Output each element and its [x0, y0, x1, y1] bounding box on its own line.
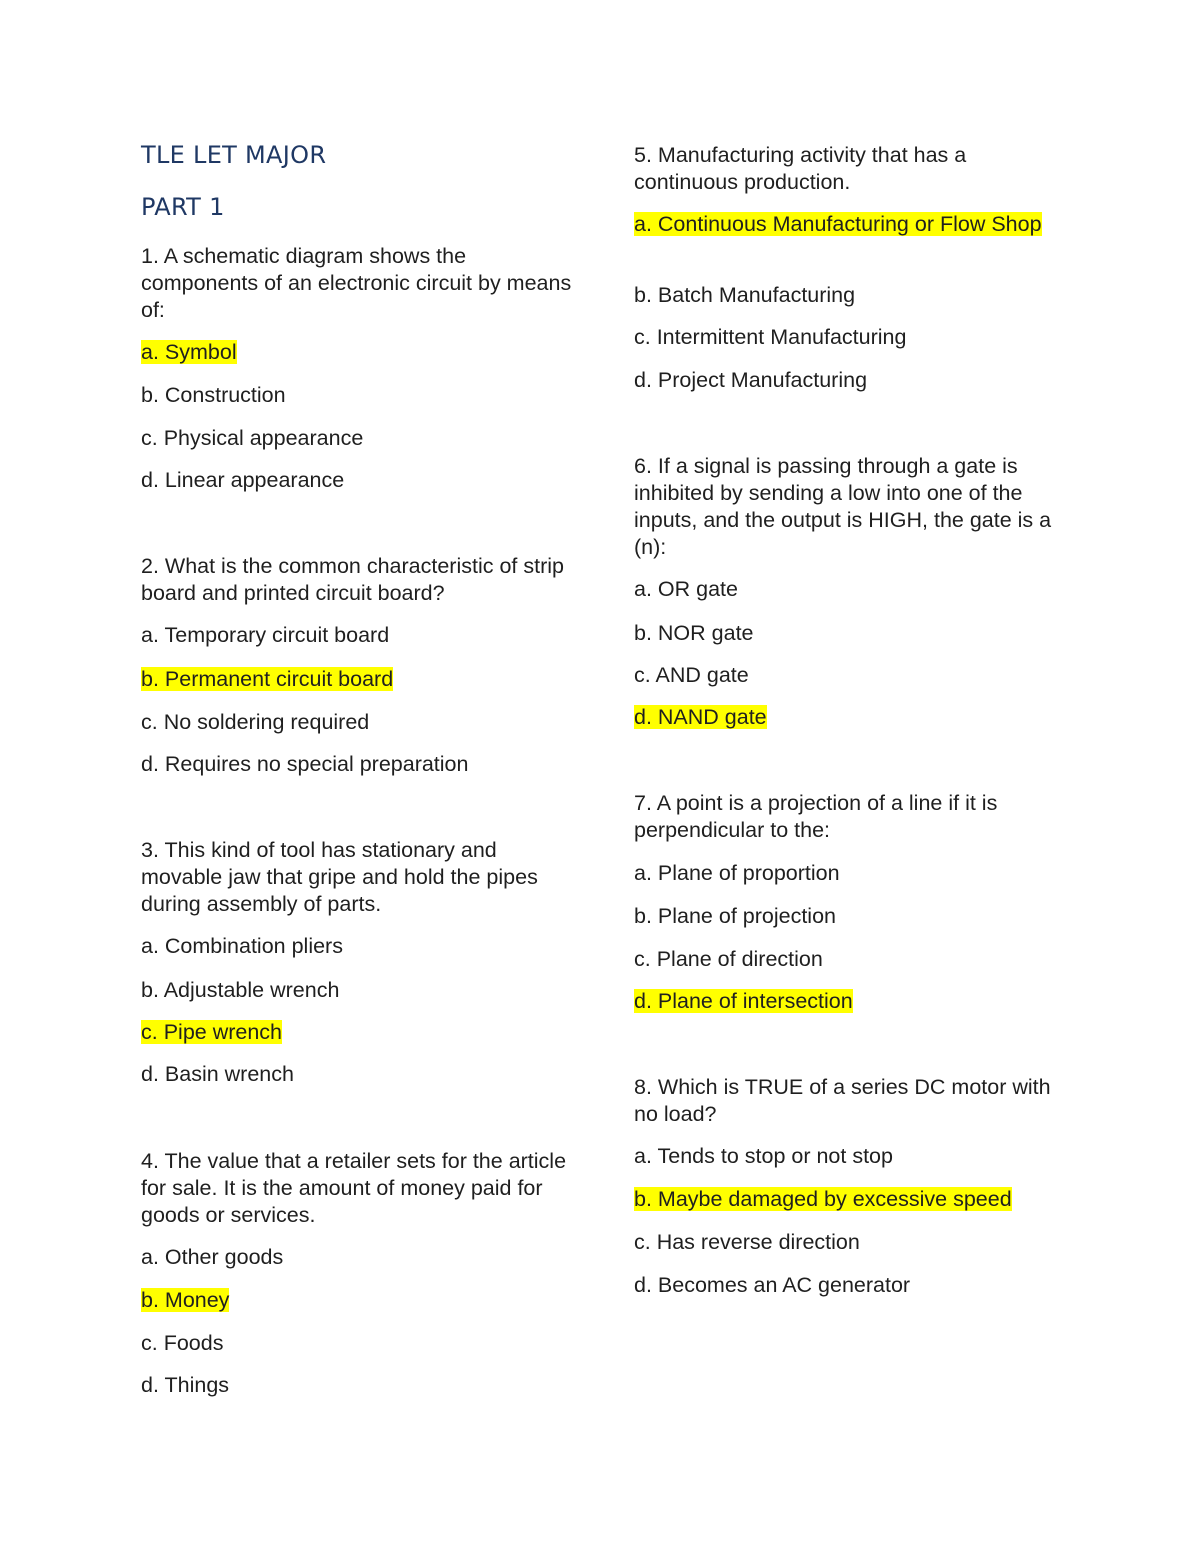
- answer-option: d. Project Manufacturing: [634, 368, 868, 392]
- answer-option: c. Foods: [141, 1331, 224, 1355]
- question-text: 7. A point is a projection of a line if it is perpendicular to the:: [634, 791, 998, 842]
- answer-option: c. Intermittent Manufacturing: [634, 325, 907, 349]
- answer-option: b. NOR gate: [634, 621, 754, 645]
- answer-option: a. Tends to stop or not stop: [634, 1144, 893, 1168]
- answer-option: a. OR gate: [634, 577, 738, 601]
- answer-option: a. Other goods: [141, 1245, 284, 1269]
- answer-option-highlighted: d. Plane of intersection: [634, 989, 853, 1013]
- question-text: 4. The value that a retailer sets for the article for sale. It is the amount of money paid for goods or services.: [141, 1149, 567, 1227]
- answer-option-highlighted: a. Symbol: [141, 340, 237, 364]
- answer-option: d. Linear appearance: [141, 468, 345, 492]
- answer-option: a. Temporary circuit board: [141, 623, 390, 647]
- answer-option: b. Construction: [141, 383, 286, 407]
- answer-option: c. Plane of direction: [634, 947, 823, 971]
- question-text: 2. What is the common characteristic of strip board and printed circuit board?: [141, 554, 564, 605]
- answer-option: d. Requires no special preparation: [141, 752, 469, 776]
- answer-option: d. Things: [141, 1373, 230, 1397]
- question-text: 1. A schematic diagram shows the components of an electronic circuit by means of:: [141, 244, 572, 322]
- document-title: TLE LET MAJOR: [141, 141, 327, 169]
- answer-option-highlighted: d. NAND gate: [634, 705, 767, 729]
- answer-option-highlighted: c. Pipe wrench: [141, 1020, 283, 1044]
- answer-option: b. Batch Manufacturing: [634, 283, 856, 307]
- question-text: 6. If a signal is passing through a gate is inhibited by sending a low into one of the inputs, and the output is HIGH, the gate is a (n):: [634, 454, 1052, 559]
- answer-option: d. Becomes an AC generator: [634, 1273, 911, 1297]
- answer-option-highlighted: b. Permanent circuit board: [141, 667, 394, 691]
- answer-option-highlighted: a. Continuous Manufacturing or Flow Shop: [634, 212, 1042, 236]
- answer-option: c. No soldering required: [141, 710, 370, 734]
- answer-option: d. Basin wrench: [141, 1062, 294, 1086]
- answer-option: a. Combination pliers: [141, 934, 343, 958]
- answer-option-highlighted: b. Money: [141, 1288, 230, 1312]
- answer-option: c. Physical appearance: [141, 426, 364, 450]
- answer-option-highlighted: b. Maybe damaged by excessive speed: [634, 1187, 1012, 1211]
- answer-option: c. Has reverse direction: [634, 1230, 860, 1254]
- answer-option: a. Plane of proportion: [634, 861, 840, 885]
- part-heading: PART 1: [141, 193, 225, 221]
- answer-option: c. AND gate: [634, 663, 749, 687]
- question-text: 3. This kind of tool has stationary and movable jaw that gripe and hold the pipes during assembly of parts.: [141, 838, 538, 916]
- answer-option: b. Plane of projection: [634, 904, 836, 928]
- answer-option: b. Adjustable wrench: [141, 978, 340, 1002]
- question-text: 8. Which is TRUE of a series DC motor with no load?: [634, 1075, 1051, 1126]
- question-text: 5. Manufacturing activity that has a continuous production.: [634, 143, 967, 194]
